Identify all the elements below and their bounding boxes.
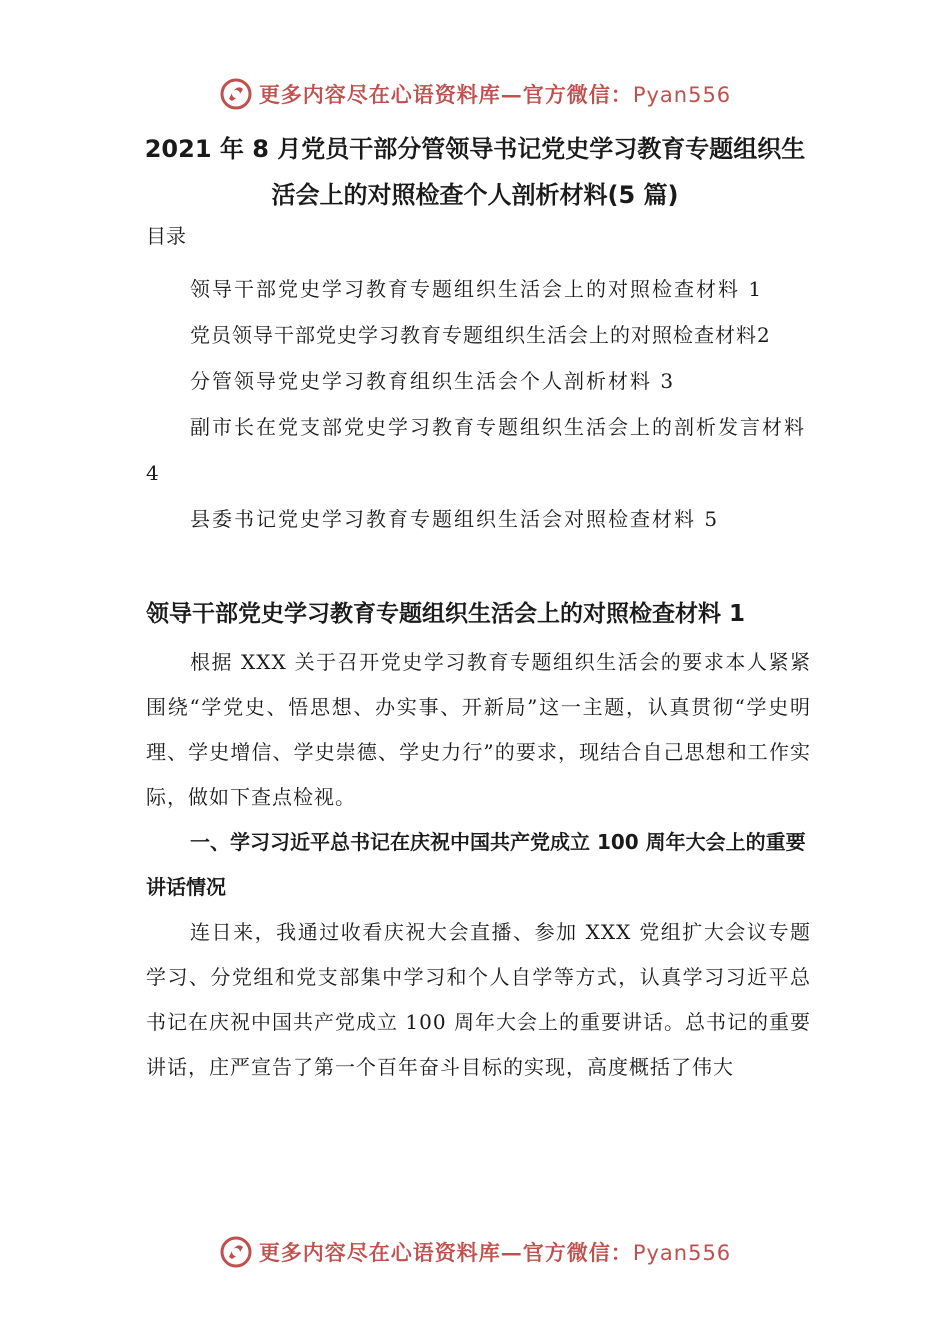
table-of-contents — [146, 266, 811, 542]
watermark-banner-bottom — [0, 1232, 950, 1272]
watermark-logo-icon — [219, 77, 253, 111]
subheading: 一、学习习近平总书记在庆祝中国共产党成立 100 周年大会上的重要讲话情况 — [146, 830, 806, 899]
toc-heading: 目录 — [146, 224, 186, 248]
document-title: 2021 年 8 月党员干部分管领导书记党史学习教育专题组织生活会上的对照检查个人剖析材料(5 篇) — [144, 135, 806, 209]
body-paragraph: 连日来，我通过收看庆祝大会直播、参加 XXX 党组扩大会议专题学习、分党组和党支部集中学习和个人自学等方式，认真学习习近平总书记在庆祝中国共产党成立 100 周年大会上的重要讲话。总书记的重要讲话，庄严宣告了第一个百年奋斗目标的实现，高度概括了伟大 — [146, 920, 811, 1079]
watermark-wechat: Pyan556 — [632, 83, 732, 107]
toc-item[interactable]: 党员领导干部党史学习教育专题组织生活会上的对照检查材料2 — [190, 323, 771, 347]
watermark-banner-top — [0, 74, 950, 114]
watermark-text: 更多内容尽在心语资料库—官方微信：Pyan556 — [258, 82, 732, 107]
toc-item[interactable]: 领导干部党史学习教育专题组织生活会上的对照检查材料 1 — [190, 277, 764, 301]
toc-item[interactable]: 分管领导党史学习教育组织生活会个人剖析材料 3 — [190, 369, 676, 393]
watermark-wechat: Pyan556 — [632, 1241, 732, 1265]
body-paragraph: 根据 XXX 关于召开党史学习教育专题组织生活会的要求本人紧紧围绕“学党史、悟思想、办实事、开新局”这一主题，认真贯彻“学史明理、学史增信、学史崇德、学史力行”的要求，现结合自己思想和工作实际，做如下查点检视。 — [146, 650, 811, 809]
section-title: 领导干部党史学习教育专题组织生活会上的对照检查材料 1 — [146, 601, 746, 627]
watermark-text: 更多内容尽在心语资料库—官方微信：Pyan556 — [258, 1240, 732, 1265]
watermark-logo-icon — [219, 1235, 253, 1269]
toc-item[interactable]: 县委书记党史学习教育专题组织生活会对照检查材料 5 — [190, 507, 720, 531]
toc-item[interactable]: 副市长在党支部党史学习教育专题组织生活会上的剖析发言材料 4 — [146, 415, 806, 485]
